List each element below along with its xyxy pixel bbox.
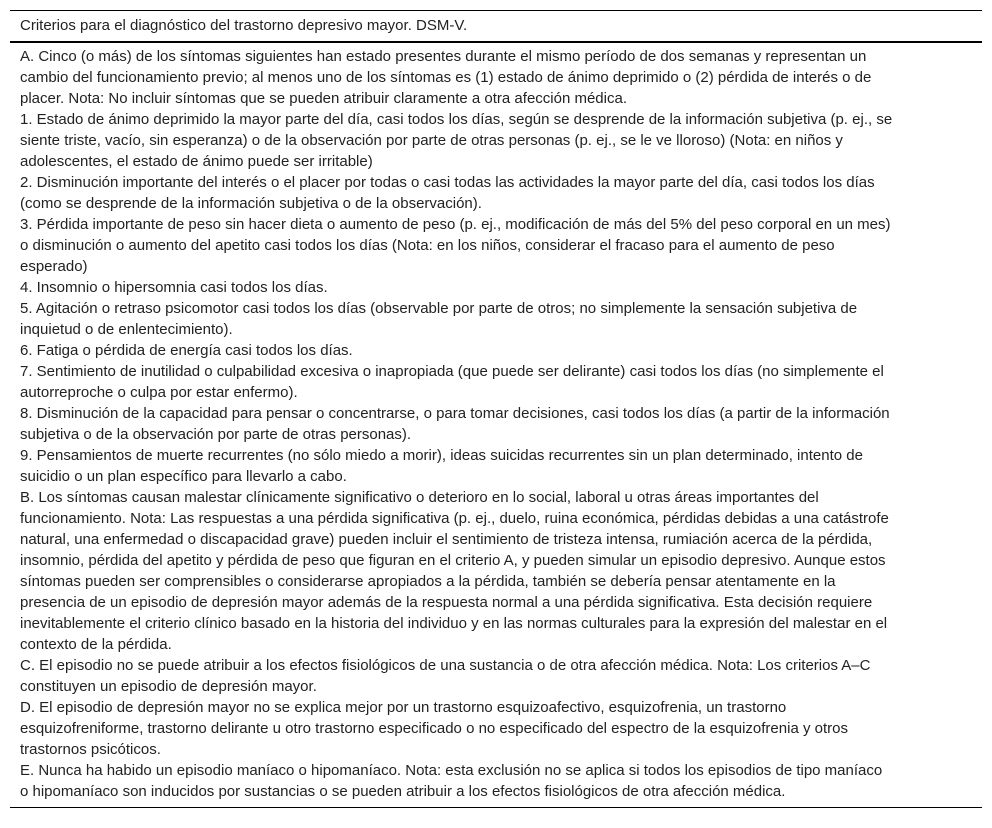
criteria-line: adolescentes, el estado de ánimo puede ser irritable)	[20, 153, 373, 170]
table-header	[10, 10, 982, 43]
criteria-line: funcionamiento. Nota: Las respuestas a una pérdida significativa (p. ej., duelo, ruina económica, pérdidas debidas a una catástrofe	[20, 510, 889, 527]
criteria-line: placer. Nota: No incluir síntomas que se pueden atribuir claramente a otra afección médica.	[20, 90, 627, 107]
criteria-line: 3. Pérdida importante de peso sin hacer dieta o aumento de peso (p. ej., modificación de más del 5% del peso corporal en un mes)	[20, 216, 891, 233]
criteria-line: cambio del funcionamiento previo; al menos uno de los síntomas es (1) estado de ánimo deprimido o (2) pérdida de interés o de	[20, 69, 872, 86]
criteria-line: E. Nunca ha habido un episodio maníaco o hipomaníaco. Nota: esta exclusión no se aplica si todos los episodios de tipo maníaco	[20, 762, 883, 779]
criteria-line: 8. Disminución de la capacidad para pensar o concentrarse, o para tomar decisiones, casi todos los días (a partir de la información	[20, 405, 890, 422]
criteria-line: 1. Estado de ánimo deprimido la mayor parte del día, casi todos los días, según se desprende de la información subjetiva (p. ej., se	[20, 111, 893, 128]
criteria-line: constituyen un episodio de depresión mayor.	[20, 678, 317, 695]
table-title: Criterios para el diagnóstico del trastorno depresivo mayor. DSM-V.	[20, 17, 468, 34]
criteria-line: 5. Agitación o retraso psicomotor casi todos los días (observable por parte de otros; no simplemente la sensación subjetiva de	[20, 300, 858, 317]
criteria-line: subjetiva o de la observación por parte de otras personas).	[20, 426, 412, 443]
criteria-line: (como se desprende de la información subjetiva o de la observación).	[20, 195, 482, 212]
criteria-line: D. El episodio de depresión mayor no se explica mejor por un trastorno esquizoafectivo, esquizofrenia, un trastorno	[20, 699, 787, 716]
criteria-line: 2. Disminución importante del interés o el placer por todas o casi todas las actividades la mayor parte del día, casi todos los días	[20, 174, 875, 191]
criteria-line: A. Cinco (o más) de los síntomas siguientes han estado presentes durante el mismo período de dos semanas y representan un	[20, 48, 867, 65]
criteria-line: síntomas pueden ser comprensibles o considerarse apropiados a la pérdida, también se debería pensar atentamente en la	[20, 573, 836, 590]
criteria-line: natural, una enfermedad o discapacidad grave) pueden incluir el sentimiento de tristeza intensa, rumiación acerca de la pérdida,	[20, 531, 873, 548]
criteria-line: presencia de un episodio de depresión mayor además de la respuesta normal a una pérdida significativa. Esta decisión requiere	[20, 594, 873, 611]
criteria-line: 9. Pensamientos de muerte recurrentes (no sólo miedo a morir), ideas suicidas recurrentes sin un plan determinado, intento de	[20, 447, 863, 464]
criteria-line: insomnio, pérdida del apetito y pérdida de peso que figuran en el criterio A, y pueden simular un episodio depresivo. Aunque estos	[20, 552, 886, 569]
criteria-line: esperado)	[20, 258, 88, 275]
criteria-table	[10, 10, 982, 808]
criteria-line: trastornos psicóticos.	[20, 741, 161, 758]
table-body	[10, 43, 982, 808]
criteria-line: o hipomaníaco son inducidos por sustancias o se pueden atribuir a los efectos fisiológicos de otra afección médica.	[20, 783, 786, 800]
criteria-line: autorreproche o culpa por estar enfermo).	[20, 384, 298, 401]
criteria-line: esquizofreniforme, trastorno delirante u otro trastorno especificado o no especificado del espectro de la esquizofrenia y otros	[20, 720, 848, 737]
criteria-line: inquietud o de enlentecimiento).	[20, 321, 233, 338]
criteria-line: contexto de la pérdida.	[20, 636, 172, 653]
criteria-line: siente triste, vacío, sin esperanza) o de la observación por parte de otras personas (p. ej., se le ve lloroso) (Nota: en niños y	[20, 132, 843, 149]
criteria-line: C. El episodio no se puede atribuir a los efectos fisiológicos de una sustancia o de otra afección médica. Nota: Los criterios A–C	[20, 657, 871, 674]
criteria-line: 6. Fatiga o pérdida de energía casi todos los días.	[20, 342, 353, 359]
criteria-line: 4. Insomnio o hipersomnia casi todos los días.	[20, 279, 328, 296]
criteria-line: inevitablemente el criterio clínico basado en la historia del individuo y en las normas culturales para la expresión del malestar en el	[20, 615, 888, 632]
criteria-line: 7. Sentimiento de inutilidad o culpabilidad excesiva o inapropiada (que puede ser delirante) casi todos los días (no simplemente el	[20, 363, 884, 380]
criteria-line: suicidio o un plan específico para llevarlo a cabo.	[20, 468, 347, 485]
criteria-line: B. Los síntomas causan malestar clínicamente significativo o deterioro en lo social, laboral u otras áreas importantes del	[20, 489, 819, 506]
criteria-line: o disminución o aumento del apetito casi todos los días (Nota: en los niños, considerar el fracaso para el aumento de peso	[20, 237, 835, 254]
